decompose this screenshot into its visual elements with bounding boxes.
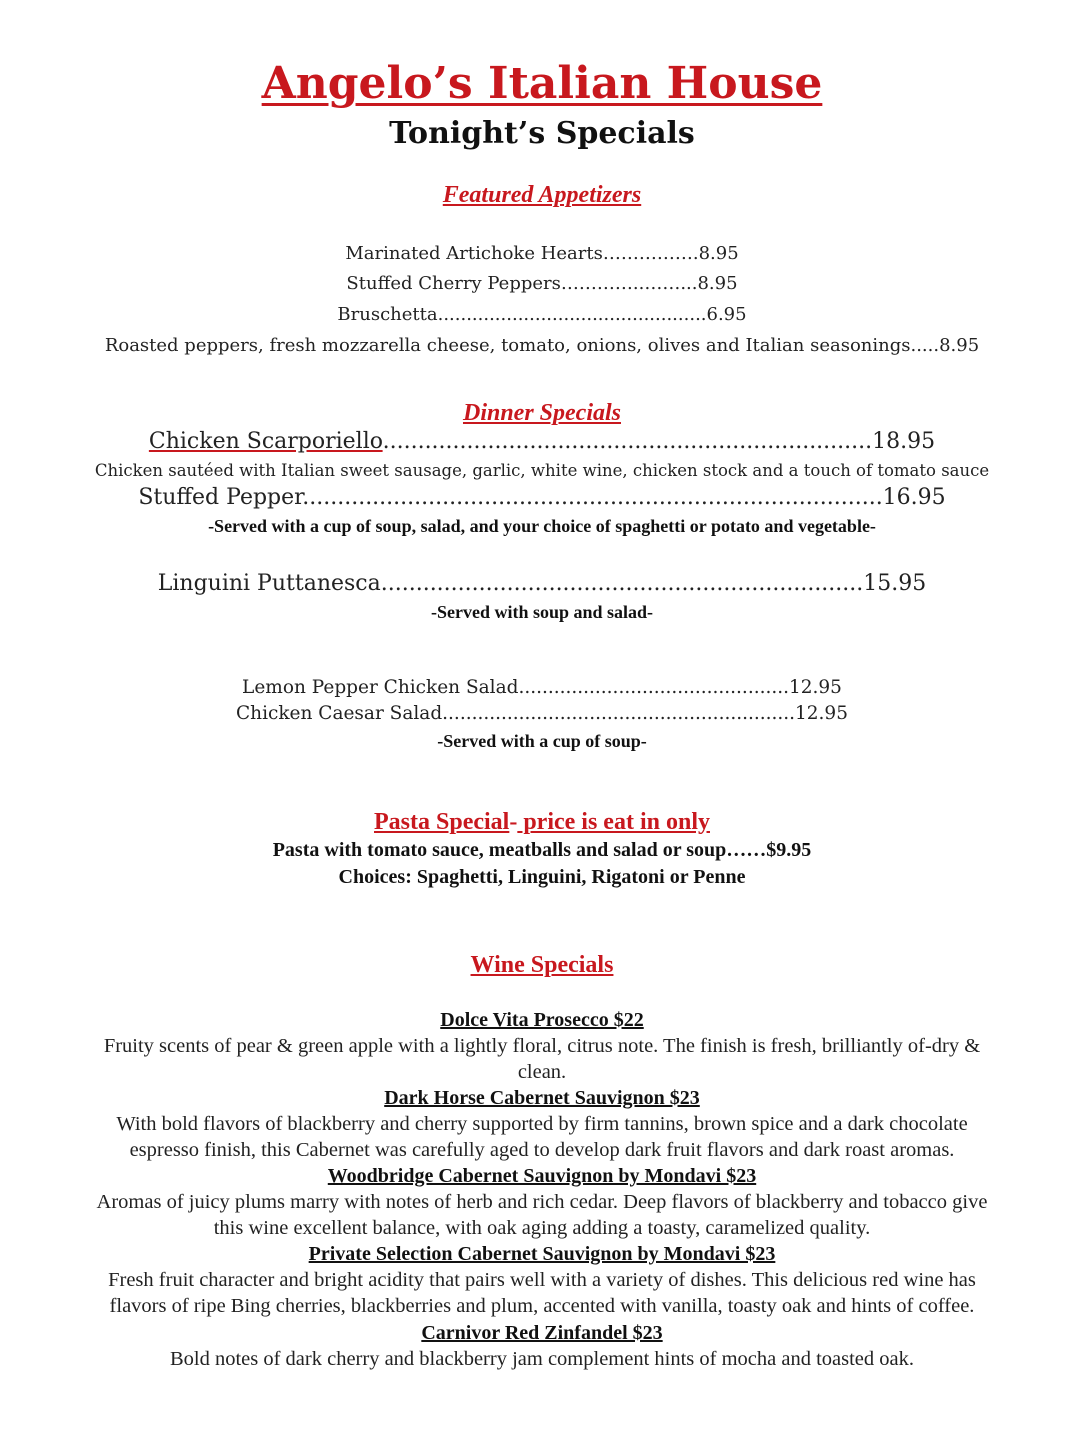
wine-name: Private Selection Cabernet Sauvignon by Mondavi $23: [308, 1243, 776, 1265]
salad-note: -Served with a cup of soup-: [437, 731, 647, 751]
appetizers-heading: Featured Appetizers: [442, 182, 642, 208]
salad-item-1: Lemon Pepper Chicken Salad..............................................12.95: [242, 677, 842, 698]
wine-name: Woodbridge Cabernet Sauvignon by Mondavi $23: [327, 1165, 757, 1187]
appetizer-item: Roasted peppers, fresh mozzarella cheese, tomato, onions, olives and Italian seasonings.....8.95: [104, 335, 980, 356]
wine-heading-text: Wine Specials: [470, 952, 614, 978]
dinner-item-1: [0, 429, 1084, 454]
wine-name: Carnivor Red Zinfandel $23: [421, 1322, 663, 1344]
wine-desc: flavors of ripe Bing cherries, blackberries and plum, accented with vanilla, toasty oak and hints of coffee.: [109, 1295, 975, 1317]
wine-name: Dolce Vita Prosecco $22: [440, 1009, 644, 1031]
wine-desc: Aromas of juicy plums marry with notes of herb and rich cedar. Deep flavors of blackberry and tobacco give: [96, 1191, 988, 1213]
appetizer-item: Stuffed Cherry Peppers…………..……...8.95: [346, 273, 738, 294]
dinner-item-1-name: Chicken Scarporiello: [148, 429, 383, 454]
salad-item-2: Chicken Caesar Salad............................................................12.95: [236, 703, 848, 724]
pasta-line-1: Pasta with tomato sauce, meatballs and salad or soup……$9.95: [272, 839, 812, 861]
wine-heading: [0, 952, 1084, 979]
pasta-heading-main: Pasta Special: [374, 809, 510, 835]
wine-desc: clean.: [517, 1061, 567, 1083]
wine-desc: Fruity scents of pear & green apple with a lightly floral, citrus note. The finish is fresh, brilliantly of-dry &: [103, 1035, 981, 1057]
wine-desc: Fresh fruit character and bright acidity that pairs well with a variety of dishes. This delicious red wine has: [108, 1269, 976, 1291]
dinner-item-1-desc: Chicken sautéed with Italian sweet sausage, garlic, white wine, chicken stock and a touch of tomato sauce: [94, 461, 990, 480]
pasta-heading: [0, 809, 1084, 836]
pasta-heading-sep: -: [509, 809, 518, 835]
dinner-heading: Dinner Specials: [462, 400, 621, 426]
page-subtitle: Tonight’s Specials: [389, 116, 695, 151]
dinner-note-1: -Served with a cup of soup, salad, and your choice of spaghetti or potato and vegetable-: [208, 516, 876, 536]
wine-desc: espresso finish, this Cabernet was carefully aged to develop dark fruit flavors and dark roast aromas.: [129, 1139, 955, 1161]
wine-desc: With bold flavors of blackberry and cherry supported by firm tannins, brown spice and a dark chocolate: [116, 1113, 968, 1135]
pasta-heading-rest: price is eat in only: [517, 809, 710, 835]
dinner-item-2: Stuffed Pepper...................................................................................16.95: [138, 485, 946, 510]
pasta-line-2: Choices: Spaghetti, Linguini, Rigatoni or Penne: [338, 866, 746, 888]
restaurant-title: Angelo’s Italian House: [261, 58, 823, 109]
appetizer-item: Bruschetta...............................................6.95: [337, 304, 747, 325]
dinner-item-3: Linguini Puttanesca.....................................................................15.95: [157, 571, 927, 596]
wine-name: Dark Horse Cabernet Sauvignon $23: [384, 1087, 700, 1109]
dinner-note-2: -Served with soup and salad-: [430, 602, 654, 622]
wine-desc: Bold notes of dark cherry and blackberry jam complement hints of mocha and toasted oak.: [169, 1348, 915, 1370]
dinner-item-1-price: ......................................................................18.95: [382, 429, 936, 454]
appetizer-item: Marinated Artichoke Hearts…………….8.95: [345, 243, 739, 264]
wine-desc: this wine excellent balance, with oak aging adding a toasty, caramelized quality.: [213, 1217, 871, 1239]
